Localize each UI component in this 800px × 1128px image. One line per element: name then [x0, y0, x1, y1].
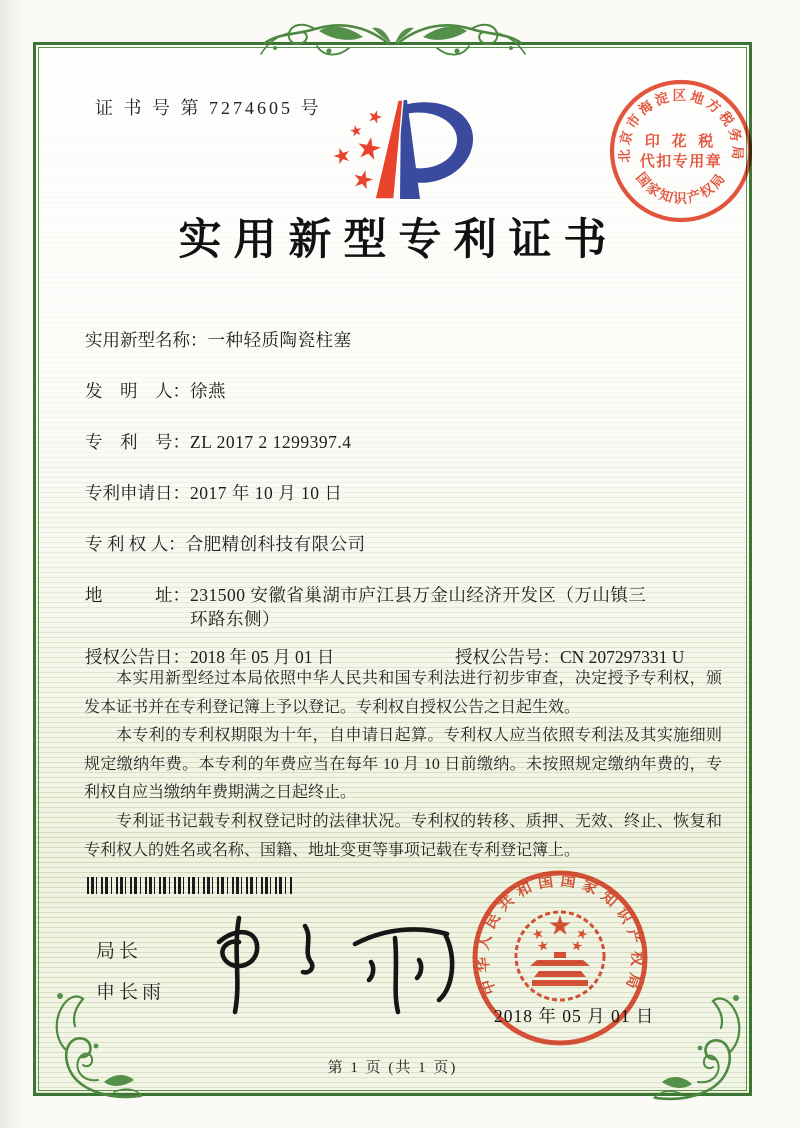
signer-title: 局长 [96, 941, 143, 962]
field-row-patentee [85, 532, 725, 556]
top-border-ornament-icon [255, 14, 531, 72]
svg-text:中华人民共和国国家知识产权局 [474, 871, 647, 997]
field-label: 地 址： [85, 585, 190, 605]
tax-stamp-line2: 代扣专用章 [639, 154, 723, 170]
scan-page-edge [0, 0, 30, 1128]
grant-number-label: 授权公告号： [455, 647, 560, 667]
field-value: 2017 年 10 月 10 日 [190, 483, 343, 503]
svg-text:国家知识产权局 [633, 169, 729, 206]
bottom-right-ornament-icon [648, 990, 752, 1106]
field-list [85, 328, 725, 658]
field-label: 实用新型名称： [85, 330, 208, 350]
field-label: 发 明 人： [85, 381, 190, 401]
seal-arc-text: 中华人民共和国国家知识产权局 [475, 873, 645, 997]
page-footer: 第 1 页 (共 1 页) [327, 1060, 458, 1076]
field-row-address [85, 583, 725, 631]
field-label: 专利申请日： [85, 483, 190, 503]
field-value: 徐燕 [190, 381, 226, 401]
grant-date-value: 2018 年 05 月 01 日 [190, 647, 335, 667]
tax-stamp-arc-top: 北京市海淀区地方税务局 [616, 88, 746, 163]
certificate-title: 实用新型专利证书 [178, 217, 619, 264]
director-signature [205, 900, 473, 1018]
tax-stamp [606, 76, 756, 226]
legal-paragraph-2: 本专利的专利权期限为十年，自申请日起算。专利权人应当依照专利法及其实施细则规定缴纳年费。本专利的年费应当在每年 10 月 10 日前缴纳。未按照规定缴纳年费的，专利权自应当缴纳年费期满之日起终止。 [84, 727, 722, 802]
seal-date: 2018 年 05 月 01 日 [494, 1006, 655, 1026]
legal-paragraph-1: 本实用新型经过本局依照中华人民共和国专利法进行初步审查，决定授予专利权，颁发本证书并在专利登记簿上予以登记。专利权自授权公告之日起生效。 [84, 670, 722, 716]
grant-number-value: CN 207297331 U [560, 647, 685, 667]
field-value: ZL 2017 2 1299397.4 [190, 432, 352, 452]
field-row-utility-model-name [85, 328, 725, 352]
certificate-number: 证 书 号 第 7274605 号 [95, 98, 322, 118]
cnipa-logo-icon [322, 96, 478, 206]
field-value: 一种轻质陶瓷柱塞 [207, 330, 352, 350]
tax-stamp-line1: 印 花 税 [644, 134, 718, 150]
signer-name: 申长雨 [96, 982, 166, 1003]
field-value: 231500 安徽省巢湖市庐江县万金山经济开发区（万山镇三环路东侧） [190, 585, 647, 629]
field-row-patent-number [85, 430, 725, 454]
field-value: 合肥精创科技有限公司 [185, 534, 366, 554]
field-label: 专 利 号： [85, 432, 190, 452]
grant-date-label: 授权公告日： [85, 647, 190, 667]
field-row-inventor [85, 379, 725, 403]
national-emblem-icon [516, 912, 604, 1000]
legal-paragraph-3: 专利证书记载专利权登记时的法律状况。专利权的转移、质押、无效、终止、恢复和专利权人的姓名或名称、国籍、地址变更等事项记载在专利登记簿上。 [84, 812, 722, 859]
barcode [87, 877, 293, 894]
field-label: 专 利 权 人： [85, 534, 186, 554]
legal-paragraphs [84, 665, 722, 865]
bottom-left-ornament-icon [44, 988, 148, 1104]
field-row-filing-date [85, 481, 725, 505]
tax-stamp-arc-bottom: 国家知识产权局 [633, 169, 729, 206]
